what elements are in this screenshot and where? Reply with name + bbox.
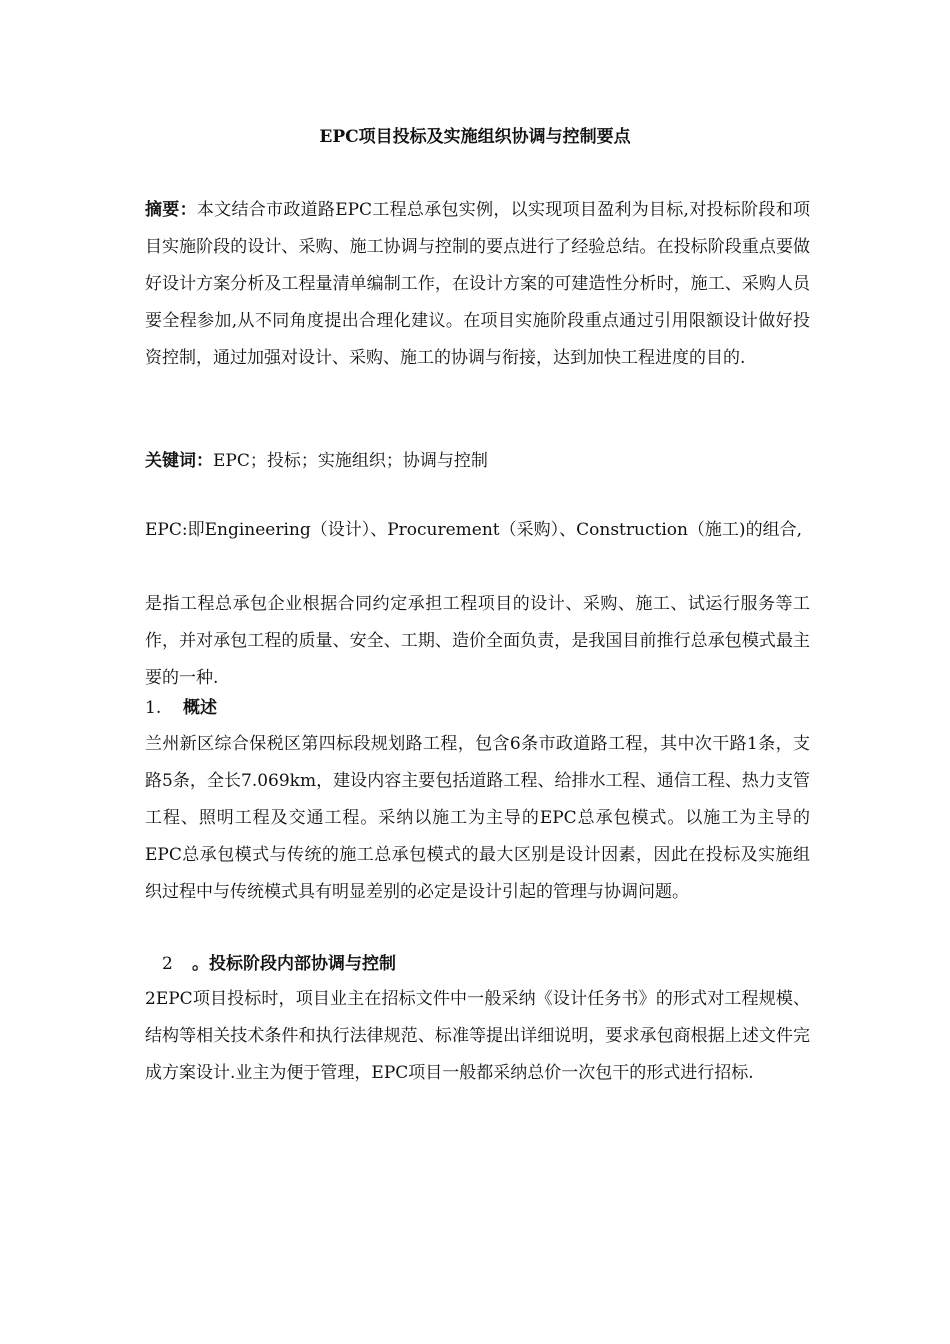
section-2-heading [162, 946, 396, 983]
abstract-label: 摘要： [145, 200, 197, 220]
section-2-text: 2EPC项目投标时，项目业主在招标文件中一般采纳《设计任务书》的形式对工程规模、结构等相关技术条件和执行法律规范、标准等提出详细说明，要求承包商根据上述文件完成方案设计.业主为便于管理，EPC项目一般都采纳总价一次包干的形式进行招标. [145, 989, 810, 1083]
section-1-title: 概述 [183, 698, 217, 718]
abstract-text: 本文结合市政道路EPC工程总承包实例，以实现项目盈利为目标,对投标阶段和项目实施阶段的设计、采购、施工协调与控制的要点进行了经验总结。在投标阶段重点要做好设计方案分析及工程量清单编制工作，在设计方案的可建造性分析时，施工、采购人员要全程参加,从不同角度提出合理化建议。在项目实施阶段重点通过引用限额设计做好投资控制，通过加强对设计、采购、施工的协调与衔接，达到加快工程进度的目的. [145, 200, 810, 368]
epc-definition: EPC:即Engineering（设计）、Procurement（采购）、Construction（施工)的组合, [145, 520, 802, 540]
section-1-text: 兰州新区综合保税区第四标段规划路工程，包含6条市政道路工程，其中次干路1条，支路5条，全长7.069km，建设内容主要包括道路工程、给排水工程、通信工程、热力支管工程、照明工程及交通工程。采纳以施工为主导的EPC总承包模式。以施工为主导的EPC总承包模式与传统的施工总承包模式的最大区别是设计因素，因此在投标及实施组织过程中与传统模式具有明显差别的必定是设计引起的管理与协调问题。 [145, 734, 810, 902]
keywords-label: 关键词： [145, 451, 213, 471]
keywords-paragraph [145, 443, 810, 480]
section-2-title: 。投标阶段内部协调与控制 [192, 954, 396, 974]
keywords-text: EPC；投标；实施组织；协调与控制 [213, 451, 488, 471]
section-1-number: 1. [145, 698, 162, 718]
epc-description: 是指工程总承包企业根据合同约定承担工程项目的设计、采购、施工、试运行服务等工作，并对承包工程的质量、安全、工期、造价全面负责，是我国目前推行总承包模式最主要的一种. [145, 594, 810, 688]
section-1-heading [145, 690, 217, 727]
abstract-paragraph [145, 192, 810, 377]
section-2-number: 2 [162, 954, 173, 974]
document-title: EPC项目投标及实施组织协调与控制要点 [319, 127, 631, 147]
